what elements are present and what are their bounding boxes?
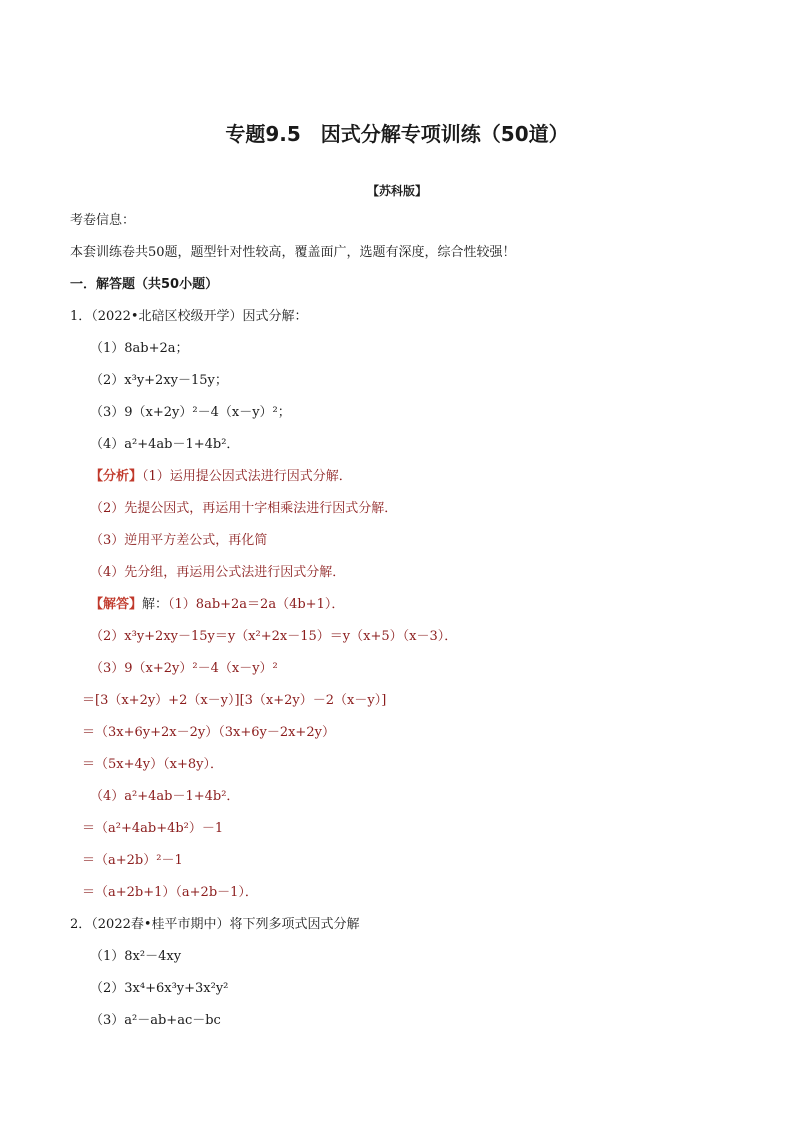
answer-line: ＝（5x+4y）（x+8y）． bbox=[82, 757, 223, 772]
analysis-line: （2）先提公因式，再运用十字相乘法进行因式分解． bbox=[90, 501, 398, 516]
answer-line: （4）a²+4ab－1+4b²． bbox=[90, 789, 240, 804]
question-1-item: （1）8ab+2a； bbox=[90, 341, 189, 356]
answer-line: ＝（a²+4ab+4b²）－1 bbox=[82, 821, 224, 836]
question-2-item: （2）3x⁴+6x³y+3x²y² bbox=[90, 981, 229, 996]
edition-label: 【苏科版】 bbox=[366, 184, 427, 198]
answer-line: ＝[3（x+2y）+2（x－y）][3（x+2y）－2（x－y）] bbox=[82, 693, 387, 708]
analysis-line bbox=[90, 468, 352, 486]
analysis-line: （4）先分组，再运用公式法进行因式分解． bbox=[90, 565, 346, 580]
answer-line: （2）x³y+2xy－15y＝y（x²+2x－15）＝y（x+5）（x－3）． bbox=[90, 629, 458, 644]
question-2-item: （1）8x²－4xy bbox=[90, 949, 182, 964]
info-text: 本套训练卷共50题，题型针对性较高，覆盖面广，选题有深度，综合性较强！ bbox=[70, 245, 516, 260]
section-title: 一．解答题（共50小题） bbox=[70, 277, 219, 292]
info-label: 考卷信息： bbox=[70, 213, 136, 228]
answer-line: （3）9（x+2y）²－4（x－y）² bbox=[90, 661, 278, 676]
answer-text: （1）8ab+2a＝2a（4b+1）． bbox=[168, 597, 345, 612]
answer-line: ＝（a+2b+1）（a+2b－1）． bbox=[82, 885, 258, 900]
question-1-item: （4）a²+4ab－1+4b²． bbox=[90, 437, 240, 452]
answer-line: ＝（a+2b）²－1 bbox=[82, 853, 183, 868]
question-1-item: （3）9（x+2y）²－4（x－y）²； bbox=[90, 405, 291, 420]
answer-line bbox=[90, 596, 344, 614]
analysis-tag: 【分析】 bbox=[90, 469, 143, 484]
answer-tag: 【解答】 bbox=[90, 597, 143, 612]
answer-line: ＝（3x+6y+2x－2y）（3x+6y－2x+2y） bbox=[82, 725, 335, 740]
analysis-line: （3）逆用平方差公式，再化简 bbox=[90, 533, 268, 548]
page-title: 专题9.5 因式分解专项训练（50道） bbox=[225, 122, 569, 146]
analysis-text: （1）运用提公因式法进行因式分解． bbox=[142, 469, 352, 484]
question-1-header: 1．（2022•北碚区校级开学）因式分解： bbox=[70, 309, 308, 324]
question-1-item: （2）x³y+2xy－15y； bbox=[90, 373, 228, 388]
answer-intro: 解： bbox=[142, 597, 169, 612]
question-2-header: 2．（2022春•桂平市期中）将下列多项式因式分解 bbox=[70, 917, 360, 932]
question-2-item: （3）a²－ab+ac－bc bbox=[90, 1013, 221, 1028]
